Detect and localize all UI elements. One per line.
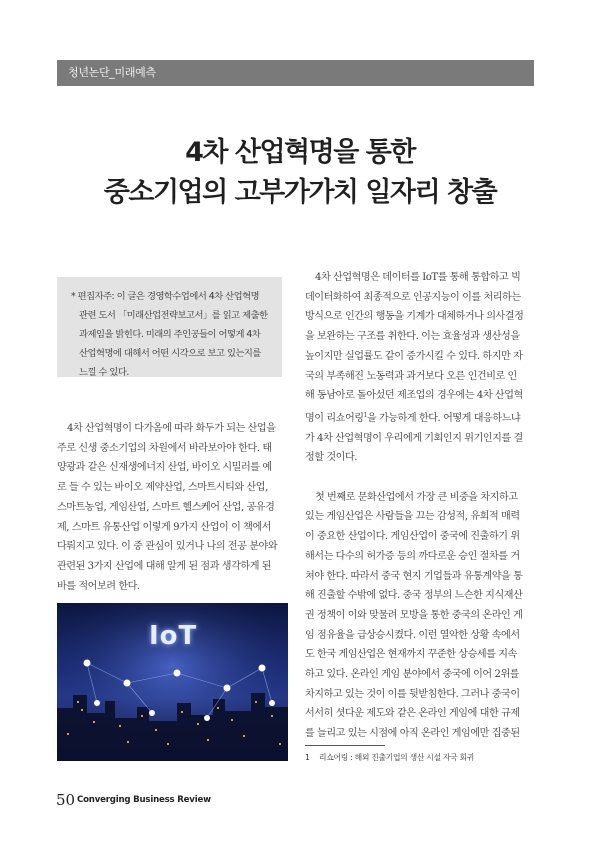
note-line: 과제임을 밝힌다. 미래의 주인공들이 어떻게 4차 bbox=[79, 329, 261, 340]
body-line: 쳐야 한다. 따라서 중국 현지 기업들과 유통계약을 통 bbox=[305, 570, 523, 582]
body-line: 관련된 3가지 산업에 대해 알게 된 점과 생각하게 된 bbox=[57, 560, 272, 572]
editor-note-box bbox=[57, 277, 282, 377]
body-line: 4차 산업혁명은 데이터를 IoT를 통해 통합하고 빅 bbox=[315, 272, 521, 283]
body-line: 방식으로 인간의 행동을 기계가 대체하거나 의사결정 bbox=[305, 311, 524, 323]
body-line: 4차 산업혁명이 다가옴에 따라 화두가 되는 산업을 bbox=[67, 423, 276, 434]
body-line: 을 보완하는 구조를 취한다. 이는 효율성과 생산성을 bbox=[305, 331, 520, 343]
body-line: 주로 신생 중소기업의 차원에서 바라보아야 한다. 태 bbox=[57, 442, 272, 454]
note-line: 관련 도서 「미래산업전략보고서」를 읽고 제출한 bbox=[79, 310, 268, 321]
body-line: 임 점유율을 급상승시켰다. 이런 열악한 상황 속에서 bbox=[305, 629, 520, 641]
body-text: 을 가능하게 한다. 어떻게 대응하느냐 bbox=[366, 412, 521, 424]
footnote-ref: 1 bbox=[363, 411, 367, 419]
body-text: 명이 리쇼어링 bbox=[305, 412, 364, 424]
title-line-2: 중소기업의 고부가가치 일자리 창출 bbox=[103, 177, 497, 208]
body-line: 권 정책이 이와 맞물려 모방을 통한 중국의 온라인 게 bbox=[305, 609, 523, 621]
paragraph-spacer bbox=[305, 468, 523, 488]
body-line: 이 중요한 산업이다. 게임산업이 중국에 진출하기 위 bbox=[305, 531, 520, 543]
section-header-bar bbox=[57, 60, 534, 86]
body-line: 있는 게임산업은 사람들을 끄는 감성적, 유희적 매력 bbox=[305, 511, 520, 523]
right-column-body bbox=[305, 268, 523, 744]
left-column-body bbox=[57, 419, 277, 596]
footnote-divider bbox=[305, 745, 385, 746]
body-line: 바를 적어보려 한다. bbox=[57, 580, 140, 592]
footnote-text: 리쇼어링 : 해외 진출기업의 생산 시설 자국 회귀 bbox=[319, 753, 474, 762]
body-line: 다뤄지고 있다. 이 중 관심이 있거나 나의 전공 분야와 bbox=[57, 541, 278, 553]
note-line: 산업혁명에 대해서 어떤 시각으로 보고 있는지를 bbox=[79, 348, 261, 359]
body-line: 해서는 다수의 허가증 등의 까다로운 승인 절차를 거 bbox=[305, 550, 520, 562]
body-line: 도 한국 게임산업은 현재까지 꾸준한 상승세를 지속 bbox=[305, 649, 517, 661]
footnote bbox=[305, 752, 474, 763]
title-line-1: 4차 산업혁명을 통한 bbox=[185, 137, 415, 168]
body-line: 를 늘리고 있는 시점에 아직 온라인 게임에만 집중된 bbox=[305, 728, 520, 740]
body-line: 첫 번째로 문화산업에서 가장 큰 비중을 차지하고 bbox=[315, 491, 518, 503]
body-line: 가 4차 산업혁명이 우리에게 기회인지 위기인지를 결 bbox=[305, 432, 523, 444]
footnote-number: 1 bbox=[305, 753, 310, 762]
body-line: 서서히 셧다운 제도와 같은 온라인 게임에 대한 규제 bbox=[305, 708, 520, 720]
page-number: 50 bbox=[56, 791, 76, 809]
body-line: 스마트농업, 게임산업, 스마트 헬스케어 산업, 공유경 bbox=[57, 501, 275, 513]
journal-name: Converging Business Review bbox=[77, 795, 211, 805]
section-label: 청년논단_미래예측 bbox=[68, 66, 156, 79]
article-title bbox=[57, 133, 543, 213]
note-line: * 편집자주: 이 글은 경영학수업에서 4차 산업혁명 bbox=[71, 291, 260, 302]
body-line: 양광과 같은 신재생에너지 산업, 바이오 시밀러를 예 bbox=[57, 462, 272, 474]
body-line: 차지하고 있는 것이 이를 뒷받침한다. 그러나 중국이 bbox=[305, 688, 520, 700]
note-line: 느낄 수 있다. bbox=[79, 367, 129, 378]
body-line-with-footnote bbox=[305, 406, 523, 429]
body-line: 국의 부족해진 노동력과 과거보다 오른 인건비로 인 bbox=[305, 370, 517, 382]
body-line: 해 동남아로 돌아섰던 제조업의 경우에는 4차 산업혁 bbox=[305, 390, 523, 402]
body-line: 높이지만 실업률도 같이 증가시킬 수 있다. 하지만 자 bbox=[305, 350, 523, 362]
body-line: 하고 있다. 온라인 게임 분야에서 중국에 이어 2위를 bbox=[305, 669, 520, 681]
body-line: 해 진출할 수밖에 없다. 중국 정부의 느슨한 지식재산 bbox=[305, 590, 523, 602]
body-line: 데이터화하여 최종적으로 인공지능이 이를 처리하는 bbox=[305, 291, 521, 303]
body-line: 로 들 수 있는 바이오 제약산업, 스마트시티와 산업, bbox=[57, 482, 268, 494]
body-line: 정할 것이다. bbox=[305, 452, 358, 464]
iot-label: IoT bbox=[149, 621, 198, 651]
body-line: 제, 스마트 유통산업 이렇게 9가지 산업이 이 책에서 bbox=[57, 521, 272, 533]
iot-city-image bbox=[57, 603, 288, 761]
